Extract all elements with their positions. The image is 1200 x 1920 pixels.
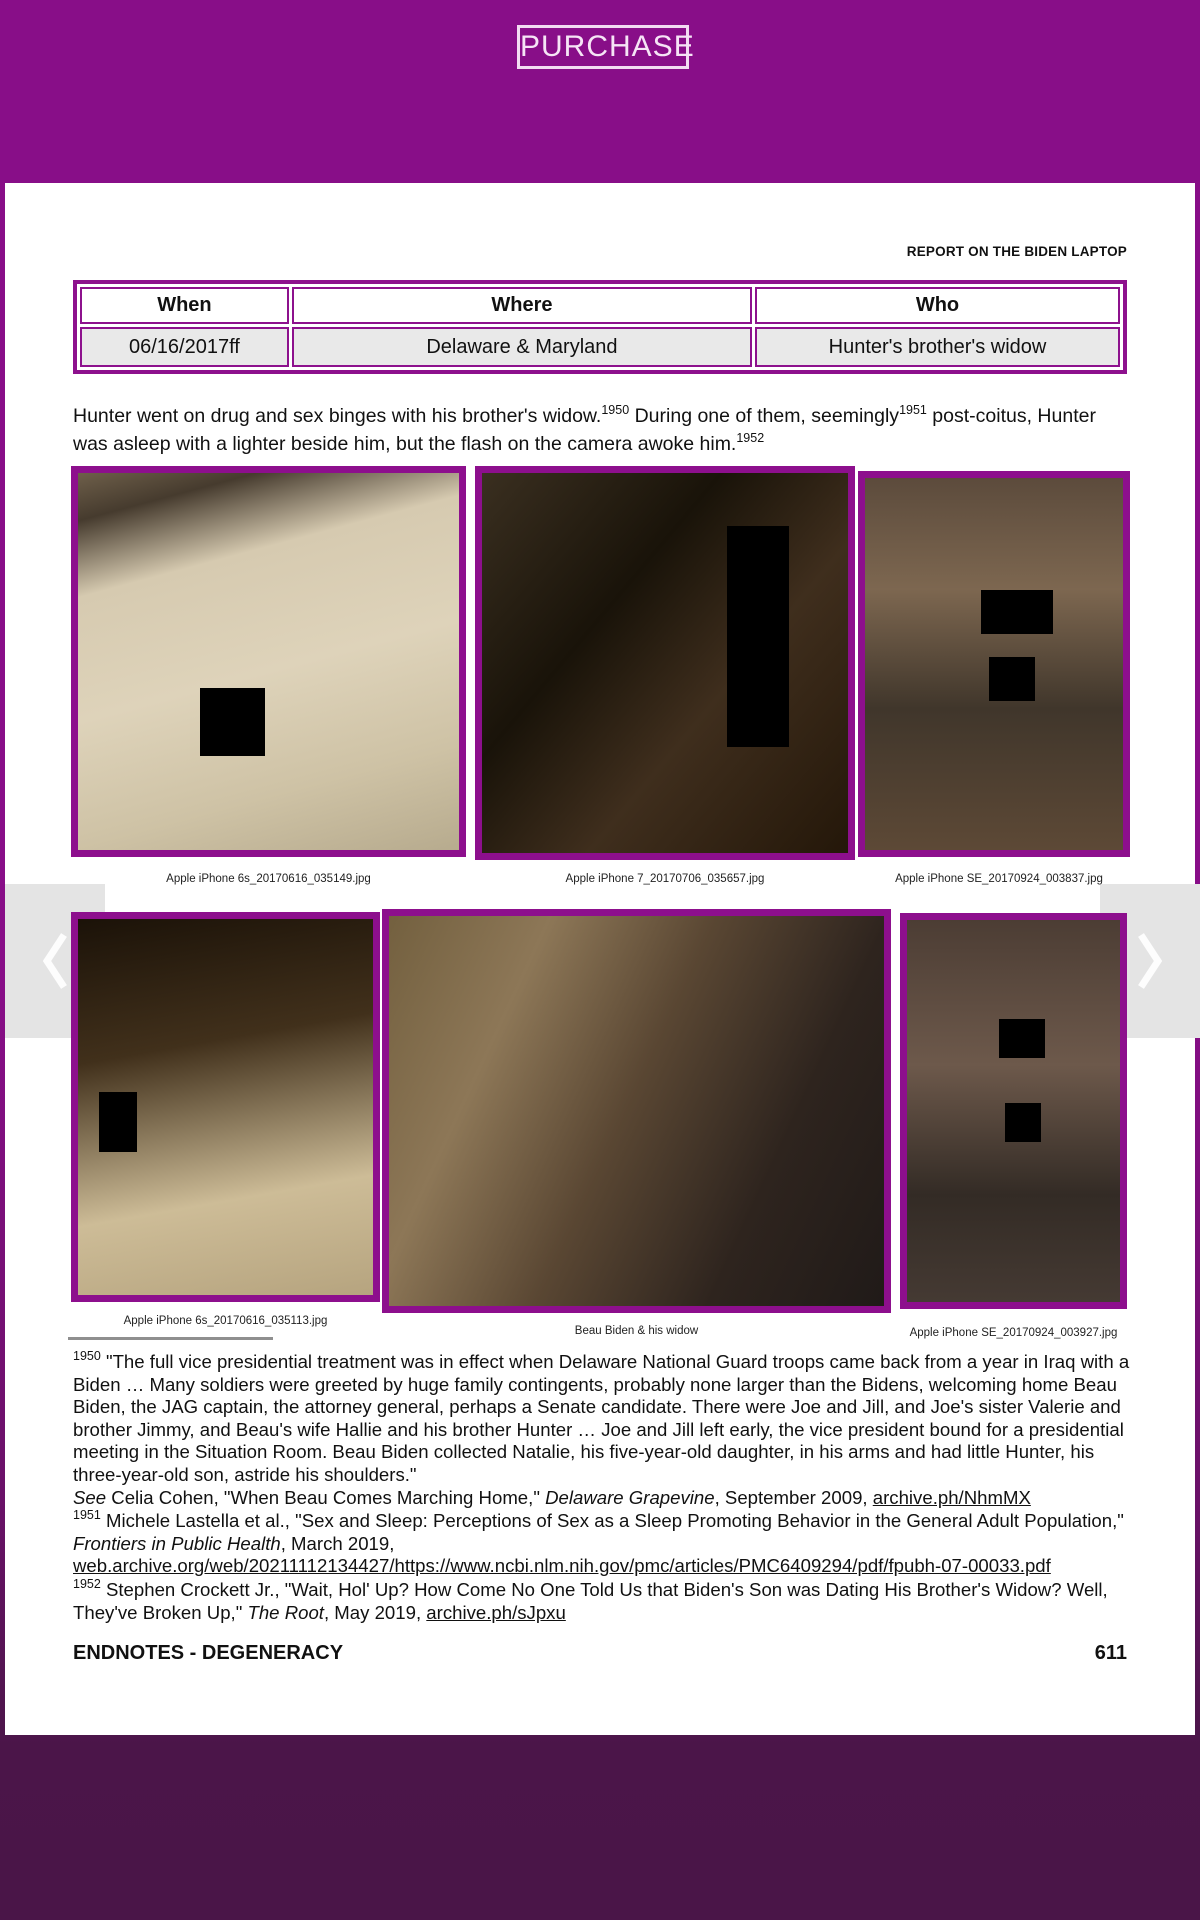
report-page (5, 183, 1195, 1735)
chevron-left-icon (42, 932, 68, 990)
photo-placeholder-5 (382, 909, 891, 1313)
photo-placeholder-6 (900, 913, 1127, 1309)
photo-caption: Apple iPhone 6s_20170616_035149.jpg (166, 873, 371, 885)
cell-who: Hunter's brother's widow (755, 327, 1120, 367)
endnote-number: 1951 (73, 1507, 101, 1522)
section-label: ENDNOTES - DEGENERACY (73, 1642, 344, 1664)
endnote-text: "The full vice presidential treatment was in effect when Delaware National Guard troops came back from a year in Iraq with a Biden … Many soldiers were greeted by huge family contingents, probably none larger than the Bidens, welcoming home Beau Biden, the JAG captain, the attorney general, perhaps a Senate candidate. There were Joe and Jill, and Joe's sister Valerie and brother Jimmy, and Beau's wife Hallie and his brother Hunter … Joe and Jill left early, the vice president bound for a presidential meeting in the Situation Room. Beau Biden collected Natalie, his five-year-old daughter, in his arms and had little Hunter, his three-year-old son, astride his shoulders." (73, 1351, 1130, 1485)
endnote-text: Celia Cohen, "When Beau Comes Marching Home," (106, 1486, 546, 1508)
col-header-where: Where (292, 287, 752, 324)
photo-caption: Apple iPhone 6s_20170616_035113.jpg (123, 1315, 328, 1327)
endnote-text: Stephen Crockett Jr., "Wait, Hol' Up? How Come No One Told Us that Biden's Son was Dating His Brother's Widow? Well, They've Broken Up," (73, 1578, 1108, 1623)
gallery-scrollbar-thumb[interactable] (68, 1337, 273, 1340)
endnote-text: , May 2019, (323, 1601, 427, 1623)
endnote-number: 1952 (73, 1576, 101, 1591)
cell-when: 06/16/2017ff (80, 327, 289, 367)
censor-box (981, 590, 1053, 635)
archive-link[interactable]: archive.ph/NhmMX (872, 1486, 1031, 1508)
paragraph-text: post-coitus, Hunter was asleep with a lighter beside him, but the flash on the camera awoke him. (73, 405, 1096, 455)
when-where-who-table (73, 280, 1127, 374)
table-row (80, 327, 1120, 367)
footnote-ref: 1952 (736, 430, 765, 445)
endnote-publication: Delaware Grapevine (545, 1486, 715, 1508)
endnote-see: See (73, 1486, 107, 1508)
censor-box (200, 688, 265, 756)
photo-placeholder-3 (858, 471, 1130, 857)
censor-box (989, 657, 1035, 702)
photo-caption: Beau Biden & his widow (574, 1325, 699, 1337)
col-header-who: Who (755, 287, 1120, 324)
photo-caption: Apple iPhone SE_20170924_003837.jpg (895, 873, 1103, 885)
footnote-ref: 1950 (601, 402, 630, 417)
endnote-publication: The Root (247, 1601, 324, 1623)
paragraph-text: Hunter went on drug and sex binges with his brother's widow. (73, 405, 602, 427)
endnote-1951 (73, 1507, 1135, 1578)
photo-placeholder-2 (475, 466, 855, 860)
page-number: 611 (1094, 1642, 1127, 1664)
photo-caption: Apple iPhone SE_20170924_003927.jpg (909, 1327, 1118, 1339)
photo-placeholder-4 (71, 912, 380, 1302)
archive-link[interactable]: archive.ph/sJpxu (426, 1601, 566, 1623)
table-header-row (80, 287, 1120, 324)
endnote-text: , March 2019, (280, 1532, 395, 1554)
censor-box (999, 1019, 1046, 1057)
censor-box (1005, 1103, 1041, 1141)
photo-caption: Apple iPhone 7_20170706_035657.jpg (565, 873, 765, 885)
web-archive-link[interactable]: web.archive.org/web/20211112134427/https://www.ncbi.nlm.nih.gov/pmc/articles/PMC6409294/pdf/fpubh-07-00033.pdf (73, 1555, 1051, 1577)
paragraph-text: During one of them, seemingly (629, 405, 900, 427)
body-paragraph (73, 402, 1135, 458)
chevron-right-icon (1137, 932, 1163, 990)
censor-box (727, 526, 789, 746)
footnote-ref: 1951 (899, 402, 927, 417)
endnotes-block (73, 1348, 1135, 1625)
page-footer (73, 1642, 1127, 1665)
endnote-1952 (73, 1576, 1135, 1624)
censor-box (99, 1092, 137, 1152)
endnote-1950 (73, 1348, 1135, 1509)
cell-where: Delaware & Maryland (292, 327, 752, 367)
endnote-text: , September 2009, (714, 1486, 873, 1508)
endnote-publication: Frontiers in Public Health (73, 1532, 281, 1554)
photo-placeholder-1 (71, 466, 466, 857)
report-title: REPORT ON THE BIDEN LAPTOP (906, 244, 1127, 259)
endnote-number: 1950 (73, 1348, 101, 1363)
endnote-text: Michele Lastella et al., "Sex and Sleep: Perceptions of Sex as a Sleep Promoting Behavior in the General Adult Population," (100, 1510, 1124, 1532)
purchase-button[interactable]: PURCHASE (517, 25, 689, 69)
col-header-when: When (80, 287, 289, 324)
